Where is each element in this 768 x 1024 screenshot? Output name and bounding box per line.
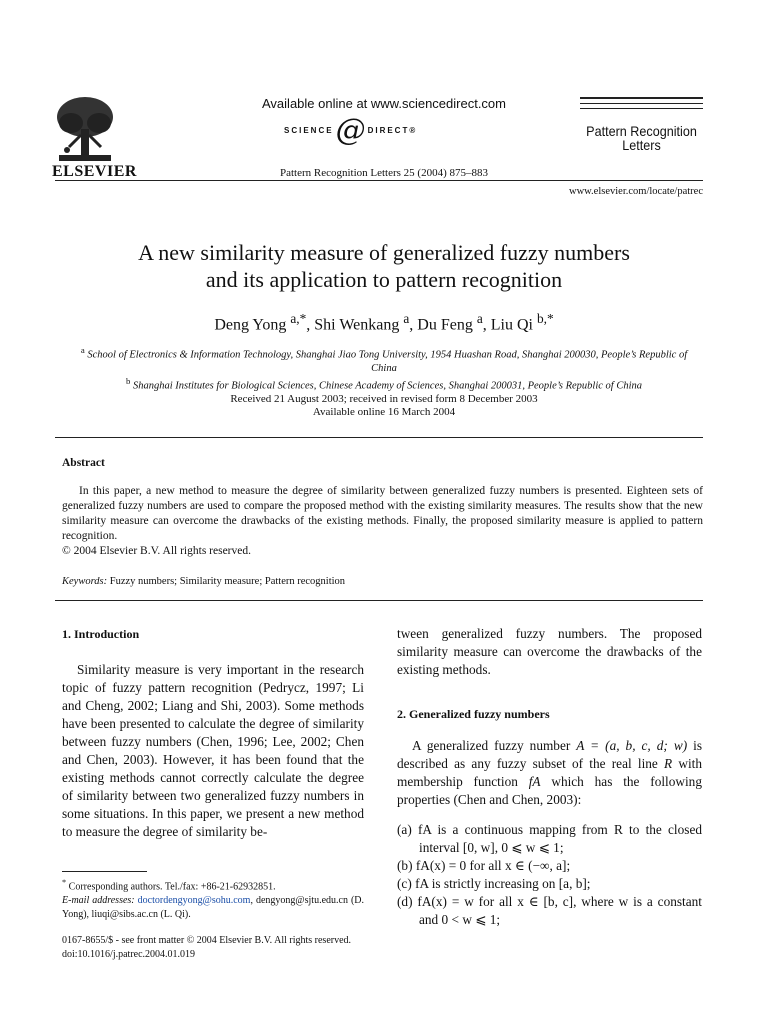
front-matter: 0167-8655/$ - see front matter © 2004 Elsevier B.V. All rights reserved. [62, 935, 352, 946]
author-name: Shi Wenkang [314, 316, 400, 334]
author-list: Deng Yong $^{a,*}$, Shi Wenkang $^a$, Du Feng $^a$, Liu Qi $^{b,*}$ [214, 311, 554, 334]
email-link[interactable]: doctordengyong@sohu.com [137, 895, 251, 907]
intro-heading: 1. Introduction [62, 627, 140, 641]
author-name: Liu Qi [490, 316, 533, 334]
journal-name-line2: Letters [622, 137, 661, 153]
doi[interactable]: doi:10.1016/j.patrec.2004.01.019 [62, 949, 196, 960]
property-list [397, 821, 702, 929]
footnote-emails: E-mail addresses: doctordengyong@sohu.com, dengyong@sjtu.edu.cn (D. Yong), liuqi@sibs.ac.cn (L. Qi). [62, 895, 365, 921]
footnote-divider [62, 871, 147, 872]
section2-intro: A generalized fuzzy number A = (a, b, c, d; w) is described as any fuzzy subset of the real line R with membership function fA which has the following properties (Chen and Chen, 2003): [397, 738, 702, 807]
list-item: (c) fA is strictly increasing on [a, b]; [397, 876, 591, 891]
section2-heading: 2. Generalized fuzzy numbers [397, 707, 550, 721]
keywords-label: Keywords: [62, 576, 108, 587]
affiliations [78, 344, 690, 392]
article-dates [0, 393, 768, 419]
title-line2: and its application to pattern recognition [205, 267, 563, 292]
abstract-copyright: © 2004 Elsevier B.V. All rights reserved. [62, 545, 251, 557]
author-sup: a [403, 311, 410, 326]
author-name: Du Feng [417, 316, 473, 334]
footnote [62, 876, 364, 922]
author-sup: a [476, 311, 483, 326]
intro-continuation: tween generalized fuzzy numbers. The proposed similarity measure can overcome the drawbacks of the existing methods. [397, 626, 702, 677]
formula: A = (a, b, c, d; w) [576, 738, 688, 753]
keywords [62, 576, 345, 587]
available-online[interactable]: Available online at www.sciencedirect.com [262, 96, 506, 111]
author-sup: a,* [290, 311, 307, 326]
journal-logo-rules [580, 97, 703, 113]
right-column [397, 625, 702, 929]
journal-name [586, 124, 697, 152]
sd-left-text: SCIENCE [284, 125, 334, 135]
intro-paragraph: Similarity measure is very important in the research topic of fuzzy pattern recognition (Pedrycz, 1997; Li and Cheng, 2002; Liang and Shi, 2003). Some methods have been presented to calculate the degree of similarity between fuzzy numbers (Chen, 1996; Lee, 2002; Chen and Chen, 2003). However, it has been found that the existing methods cannot correctly calculate the degree of similarity between two generalized fuzzy numbers in some situations. In this paper, we present a new method to measure the degree of similarity be- [62, 662, 364, 839]
list-item: (a) fA is a continuous mapping from R to the closed interval [0, w], 0 ⩽ w ⩽ 1; [397, 822, 702, 855]
title-divider [55, 437, 703, 438]
bottom-matter [62, 934, 351, 962]
header-divider [55, 180, 703, 181]
left-column [62, 625, 364, 841]
sciencedirect-logo [284, 112, 484, 148]
affiliation-b: $^b$ Shanghai Institutes for Biological Sciences, Chinese Academy of Sciences, Shanghai 200031, People’s Republic of China [125, 375, 643, 391]
journal-name-line1: Pattern Recognition [586, 123, 697, 139]
abstract-heading: Abstract [62, 457, 105, 469]
keywords-list: Fuzzy numbers; Similarity measure; Pattern recognition [109, 576, 346, 587]
affiliation-a: $^a$ School of Electronics & Information Technology, Shanghai Jiao Tong University, 1954 Huashan Road, Shanghai 200030, People’s Republic of China [80, 345, 688, 374]
abstract-text: In this paper, a new method to measure the degree of similarity between generalized fuzzy numbers is presented. Eighteen sets of generalized fuzzy numbers are used to compare the proposed method with the existing similarity measures. The results show that the new similarity measure can overcome the drawbacks of the existing methods. Finally, the proposed similarity measure is applied to pattern recognition. [62, 485, 703, 542]
journal-citation: Pattern Recognition Letters 25 (2004) 875–883 [279, 167, 489, 179]
author-name: Deng Yong [214, 316, 287, 334]
author-sup: b,* [536, 311, 554, 326]
abstract-divider [55, 600, 703, 601]
footnote-corresponding: * Corresponding authors. Tel./fax: +86-21-62932851. [62, 878, 276, 893]
title-line1: A new similarity measure of generalized fuzzy numbers [138, 240, 630, 265]
publisher-name: ELSEVIER [52, 163, 137, 180]
journal-url[interactable]: www.elsevier.com/locate/patrec [568, 186, 703, 197]
list-item: (b) fA(x) = 0 for all x ∈ (−∞, a]; [397, 858, 571, 873]
sd-at-icon: @ [335, 112, 366, 148]
received-date: Received 21 August 2003; received in revised form 8 December 2003 [230, 393, 538, 405]
article-title [0, 239, 768, 293]
available-date: Available online 16 March 2004 [312, 406, 456, 418]
list-item: (d) fA(x) = w for all x ∈ [b, c], where w is a constant and 0 < w ⩽ 1; [397, 894, 702, 927]
sd-right-text: DIRECT® [367, 125, 418, 135]
